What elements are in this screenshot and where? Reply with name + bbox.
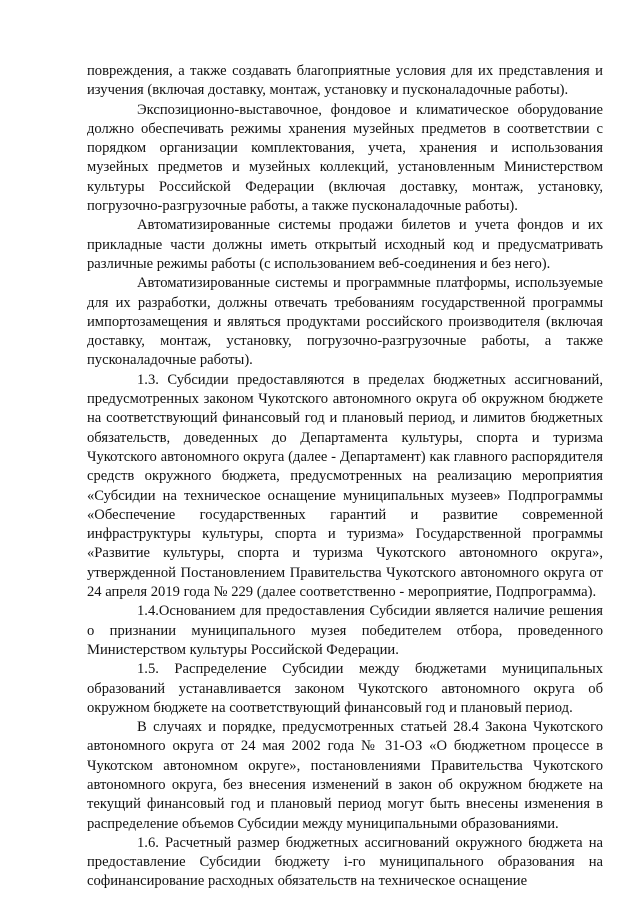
paragraph-exhibition-equipment: Экспозиционно-выставочное, фондовое и климатическое оборудование должно обеспечивать режимы хранения музейных предметов в соответствии с порядком организации комплектования, учета, хранения и использования музейных предметов и музейных коллекций, установленным Министерством культуры Российской Федерации (включая доставку, монтаж, установку, погрузочно-разгрузочные работы, а также пусконаладочные работы).	[87, 101, 603, 215]
paragraph-ticket-systems: Автоматизированные системы продажи билетов и учета фондов и их прикладные части должны иметь открытый исходный код и предусматривать различные режимы работы (с использованием веб-соединения и без него).	[87, 217, 603, 272]
document-page	[87, 62, 603, 892]
paragraph-equipment-conditions: повреждения, а также создавать благоприятные условия для их представления и изучения (включая доставку, монтаж, установку и пусконаладочные работы).	[87, 63, 603, 99]
paragraph-clause-1-4: 1.4.Основанием для предоставления Субсидии является наличие решения о признании муниципального музея победителем отбора, проведенного Министерством культуры Российской Федерации.	[87, 603, 603, 658]
paragraph-budget-changes: В случаях и порядке, предусмотренных статьей 28.4 Закона Чукотского автономного округа от 24 мая 2002 года № 31-ОЗ «О бюджетном процессе в Чукотском автономном округе», постановлениями Правительства Чукотского автономного округа, без внесения изменений в закон об окружном бюджете на текущий финансовый год и плановый период могут быть внесены изменения в распределение объемов Субсидии между муниципальными образованиями.	[87, 719, 603, 832]
paragraph-automated-platforms: Автоматизированные системы и программные платформы, используемые для их разработки, должны отвечать требованиям государственной программы импортозамещения и являться продуктами российского производителя (включая доставку, монтаж, установку, погрузочно-разгрузочные работы, а также пусконаладочные работы).	[87, 275, 603, 369]
paragraph-clause-1-6: 1.6. Расчетный размер бюджетных ассигнований окружного бюджета на предоставление Субсидии бюджету i-го муниципального образования на софинансирование расходных обязательств на техническое оснащение	[87, 834, 603, 890]
paragraph-clause-1-3: 1.3. Субсидии предоставляются в пределах бюджетных ассигнований, предусмотренных законом Чукотского автономного округа об окружном бюджете на соответствующий финансовый год и плановый период, и лимитов бюджетных обязательств, доведенных до Департамента культуры, спорта и туризма Чукотского автономного округа (далее - Департамент) как главного распорядителя средств окружного бюджета, предусмотренных на реализацию мероприятия «Субсидии на техническое оснащение муниципальных музеев» Подпрограммы «Обеспечение государственных гарантий и развитие современной инфраструктуры культуры, спорта и туризма» Государственной программы «Развитие культуры, спорта и туризма Чукотского автономного округа», утвержденной Постановлением Правительства Чукотского автономного округа от 24 апреля 2019 года № 229 (далее соответственно - мероприятие, Подпрограмма).	[87, 371, 603, 601]
paragraph-clause-1-5: 1.5. Распределение Субсидии между бюджетами муниципальных образований устанавливается законом Чукотского автономного округа об окружном бюджете на соответствующий финансовый год и плановый период.	[87, 661, 603, 716]
